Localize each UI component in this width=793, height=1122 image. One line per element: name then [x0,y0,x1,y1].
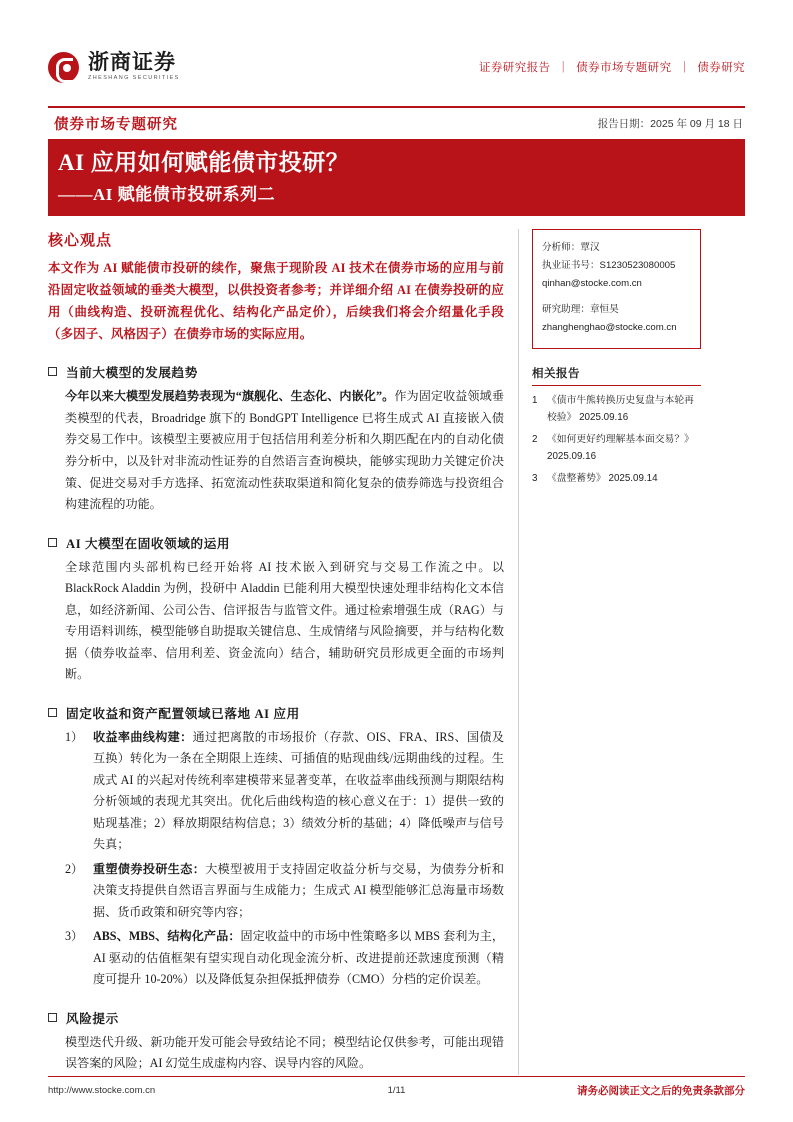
related-report-number: 2 [532,434,538,446]
section-risk-title: 风险提示 [66,1011,119,1026]
document-header [48,0,745,90]
page-title: AI 应用如何赋能债市投研？ [58,150,350,175]
header-nav-separator-0: ｜ [557,62,570,74]
list-item-lead: 重塑债券投研生态： [93,861,206,876]
header-nav-item-1: 债券市场专题研究 [576,62,672,74]
list-item-number: 2） [65,861,84,876]
section-risk-header [48,1008,504,1027]
analyst-license: 执业证书号：S1230523080005 [542,259,676,271]
square-bullet-icon [48,708,57,717]
header-nav-item-2: 债券研究 [697,62,745,74]
list-item-lead: ABS、MBS、结构化产品： [93,929,241,944]
list-item-text [93,727,504,856]
section-ai-title: AI 大模型在固收领域的运用 [66,536,231,551]
related-report-title: 《盘整蓄势》 2025.09.14 [547,473,658,485]
footer-divider [48,1076,745,1077]
list-item [65,859,504,924]
header-nav [479,59,745,75]
related-report-item[interactable] [532,392,701,426]
header-nav-separator-1: ｜ [678,62,691,74]
related-report-item[interactable] [532,470,701,487]
square-bullet-icon [48,367,57,376]
core-view-text: 本文作为 AI 赋能债市投研的续作，聚焦于现阶段 AI 技术在债券市场的应用与前沿固定收益领域的垂类大模型，以供投资者参考；并详细介绍 AI 在债券投研的应用（曲线构造、投研流程优化、结构化产品定价），后续我们将会介绍量化手段（多因子、风格因子）在债券市场的实际应用。 [48,261,504,342]
report-date: 报告日期：2025 年 09 月 18 日 [597,118,743,130]
section-trend-text: 作为固定收益领域垂类模型的代表，Broadridge 旗下的 BondGPT Intelligence 已将生成式 AI 直接嵌入债券交易工作中。该模型主要被应用于包括信用利差分析和久期匹配在内的自动化债券分析中，以及针对非流动性证券的自然语言查询模块，能够实现助力关键定价决策、促进交易对手方选择、拓宽流动性获取渠道和简化复杂的债券筛选与投资组合构建流程的功能。 [65,389,504,512]
section-trend-body [48,386,504,515]
square-bullet-icon [48,538,57,547]
related-report-item[interactable] [532,431,701,465]
company-logo-icon [48,52,79,83]
spacer [542,292,691,301]
document-footer [48,1076,745,1098]
section-risk [48,1008,504,1075]
footer-page-number: 1/11 [387,1085,406,1096]
section-applications-title: 固定收益和资产配置领域已落地 AI 应用 [66,706,300,721]
section-trend-title: 当前大模型的发展趋势 [66,366,198,381]
related-reports-divider [532,385,701,386]
report-category-bar [48,106,745,140]
footer-disclaimer: 请务必阅读正文之后的免责条款部分 [577,1086,745,1097]
section-trend-lead: 今年以来大模型发展趋势表现为“旗舰化、生态化、内嵌化”。 [65,389,395,404]
section-trend [48,362,504,515]
analyst-info-box [532,229,701,349]
section-ai-fixed-income [48,533,504,686]
sidebar [518,229,701,1075]
page-subtitle: ——AI 赋能债市投研系列二 [58,184,276,204]
section-ai-body: 全球范围内头部机构已经开始将 AI 技术嵌入到研究与交易工作流之中。以 BlackRock Aladdin 为例，投研中 Aladdin 已能利用大模型快速处理非结构化文本信息，如经济新闻、公司公告、信评报告与监管文件。通过检索增强生成（RAG）与专用语料训练，模型能够自助提取关键信息、生成情绪与风险摘要，并与结构化数据（债券收益率、信用利差、资金流向）结合，辅助研究员形成更全面的市场判断。 [65,559,504,682]
list-item-body: 固定收益中的市场中性策略多以 MBS 套利为主，AI 驱动的估值框架有望实现自动化现金流分析、改进提前还款速度预测（精度可提升 10-20%）以及降低复杂担保抵押债券（CMO）分档的定价误差。 [93,929,504,987]
related-reports-heading: 相关报告 [532,367,580,380]
analyst-email[interactable]: qinhan@stocke.com.cn [542,277,642,289]
list-item-number: 3） [65,929,84,944]
assistant-email[interactable]: zhanghenghao@stocke.com.cn [542,322,677,334]
footer-row [48,1083,745,1098]
assistant-name: 研究助理：章恒昊 [542,304,619,316]
list-item [65,727,504,856]
list-item-body: 通过把离散的市场报价（存款、OIS、FRA、IRS、国债及互换）转化为一条在全期限上连续、可插值的贴现曲线/远期曲线的过程。生成式 AI 的兴起对传统利率建模带来显著变革，在收益率曲线预测与期限结构分析领域的表现尤其突出。优化后曲线构造的核心意义在于：1）提供一致的贴现基准；2）释放期限结构信息；3）绩效分析的基础；4）降低噪声与信号失真； [93,729,504,852]
report-category: 债券市场专题研究 [54,117,178,133]
list-item-text [93,926,504,991]
section-applications-header [48,703,504,722]
footer-url[interactable]: http://www.stocke.com.cn [48,1085,156,1096]
section-applications [48,703,504,991]
related-report-title: 《债市牛熊转换历史复盘与本轮再校验》 2025.09.16 [547,394,694,423]
related-report-title: 《如何更好约理解基本面交易？》 2025.09.16 [547,434,694,463]
section-trend-header [48,362,504,381]
related-report-number: 3 [532,473,538,485]
square-bullet-icon [48,1013,57,1022]
related-report-number: 1 [532,394,538,406]
brand-text [88,52,180,82]
brand-name-cn: 浙商证券 [88,50,176,75]
document-body [48,229,745,1075]
list-item-body: 大模型被用于支持固定收益分析与交易，为债券分析和决策支持提供自然语言界面与生成能力；生成式 AI 模型能够汇总海量市场数据、货币政策和研究等内容； [93,861,504,919]
analyst-name: 分析师：覃汉 [542,242,600,254]
brand-name-en: ZHESHANG SECURITIES [88,75,180,82]
list-item-lead: 收益率曲线构建： [93,729,193,744]
title-banner [48,140,745,216]
section-ai-header [48,533,504,552]
header-nav-item-0: 证券研究报告 [478,62,551,74]
list-item-text [93,859,504,924]
applications-list [48,727,504,991]
brand-logo [48,52,180,83]
core-view-heading: 核心观点 [48,233,113,250]
section-risk-body: 模型迭代升级、新功能开发可能会导致结论不同；模型结论仅供参考，可能出现错误答案的风险；AI 幻觉生成虚构内容、误导内容的风险。 [65,1034,504,1071]
main-column [48,229,518,1075]
list-item [65,926,504,991]
list-item-number: 1） [65,729,84,744]
